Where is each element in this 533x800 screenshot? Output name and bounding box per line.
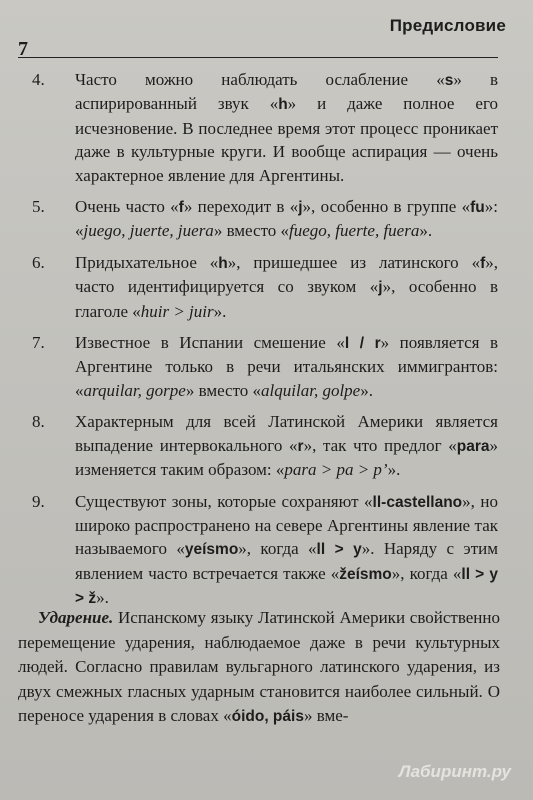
text-run: » и даже полное его исчезновение. В последнее время этот процесс проникает даже в культурные круги. И вообще аспирация — очень характерное явление для Аргентины. (75, 94, 498, 185)
highlighted-term: óido, páis (231, 708, 304, 725)
list-item (18, 251, 498, 323)
example-words: para > pa > p’ (284, 460, 388, 480)
highlighted-term: fu (470, 199, 485, 217)
text-run: Характерным для всей Латинской Америки является выпадение интервокального « (75, 412, 498, 455)
text-run: » вместо « (213, 221, 290, 241)
text-run: », когда « (391, 563, 462, 583)
example-words: juego, juerte, juera (83, 221, 214, 241)
highlighted-term: j (298, 199, 303, 217)
highlighted-term: yeísmo (184, 541, 239, 559)
highlighted-term: ll > y > ž (75, 565, 498, 608)
highlighted-term: para (456, 437, 490, 455)
text-run: » вме- (303, 706, 349, 725)
list-item (18, 68, 498, 187)
highlighted-term: s (444, 72, 454, 89)
highlighted-term: h (278, 96, 288, 114)
text-run: Очень часто « (75, 197, 179, 217)
text-run: ». (96, 588, 109, 608)
item-number: 8. (32, 412, 45, 432)
text-run: » переходит в « (183, 197, 299, 217)
text-run: », так что предлог « (303, 435, 457, 455)
text-run: Известное в Испании смешение « (75, 333, 345, 353)
page-number: 7 (18, 38, 28, 60)
text-run: »: « (75, 197, 498, 241)
stress-paragraph (18, 606, 500, 730)
text-run: ». Наряду с этим явлением часто встречается также « (75, 539, 499, 583)
example-words: fuego, fuerte, fuera (289, 221, 420, 241)
header-rule (18, 57, 498, 58)
text-run: ». (419, 221, 433, 241)
list-item (18, 195, 498, 243)
text-run: » появляется в Аргентине только в речи итальянских иммигрантов: « (75, 333, 498, 400)
text-run: », особенно в группе « (302, 197, 471, 217)
highlighted-term: žeísmo (339, 565, 392, 583)
highlighted-term: l / r (344, 335, 381, 353)
text-run: Часто можно наблюдать ослабление « (75, 70, 445, 89)
section-lead-heading: Ударение. (38, 608, 114, 627)
list-item (18, 331, 498, 402)
highlighted-term: ll-castellano (372, 493, 463, 511)
text-run: Существуют зоны, которые сохраняют « (75, 491, 373, 511)
text-run: Придыхательное « (75, 252, 219, 272)
list-item (18, 410, 498, 481)
example-words: alquilar, golpe (261, 380, 361, 400)
labirint-watermark: Лабиринт.ру (398, 762, 511, 781)
highlighted-term: h (218, 254, 228, 272)
item-number: 4. (32, 70, 45, 89)
highlighted-term: f (178, 199, 184, 217)
item-number: 7. (32, 333, 45, 353)
page-header (18, 16, 518, 66)
item-number: 9. (32, 491, 45, 511)
highlighted-term: r (297, 437, 304, 455)
running-title: Предисловие (389, 16, 506, 35)
text-run: », особенно в глаголе « (75, 277, 498, 321)
text-run: ». (360, 380, 373, 400)
text-run: », когда « (238, 539, 317, 559)
text-run: », пришедшее из латинского « (227, 252, 481, 272)
text-run: » в аспирированный звук « (75, 70, 498, 114)
example-words: huir > juir (140, 301, 214, 321)
item-number: 6. (32, 252, 45, 272)
text-run: » изменяется таким образом: « (75, 435, 498, 480)
numbered-list (18, 68, 498, 619)
example-words: arquilar, gorpe (83, 380, 186, 400)
highlighted-term: ll > y (316, 541, 362, 559)
highlighted-term: j (378, 279, 383, 297)
text-run: Испанскому языку Латинской Америки свойственно перемещение ударения, наблюдаемое даже в речи культурных людей. Согласно правилам вульгарного латинского ударения, из двух смежных гласных ударным становится наиболее сильный. О переносе ударения в словах « (18, 608, 500, 725)
highlighted-term: f (480, 254, 486, 272)
text-run: ». (213, 301, 227, 321)
text-run: », часто идентифицируется со звуком « (75, 252, 498, 297)
list-item (18, 490, 498, 611)
text-run: ». (387, 460, 401, 480)
item-number: 5. (32, 197, 45, 217)
text-run: » вместо « (185, 380, 262, 400)
text-run: », но широко распространено на севере Аргентины явление так называемого « (75, 491, 498, 559)
